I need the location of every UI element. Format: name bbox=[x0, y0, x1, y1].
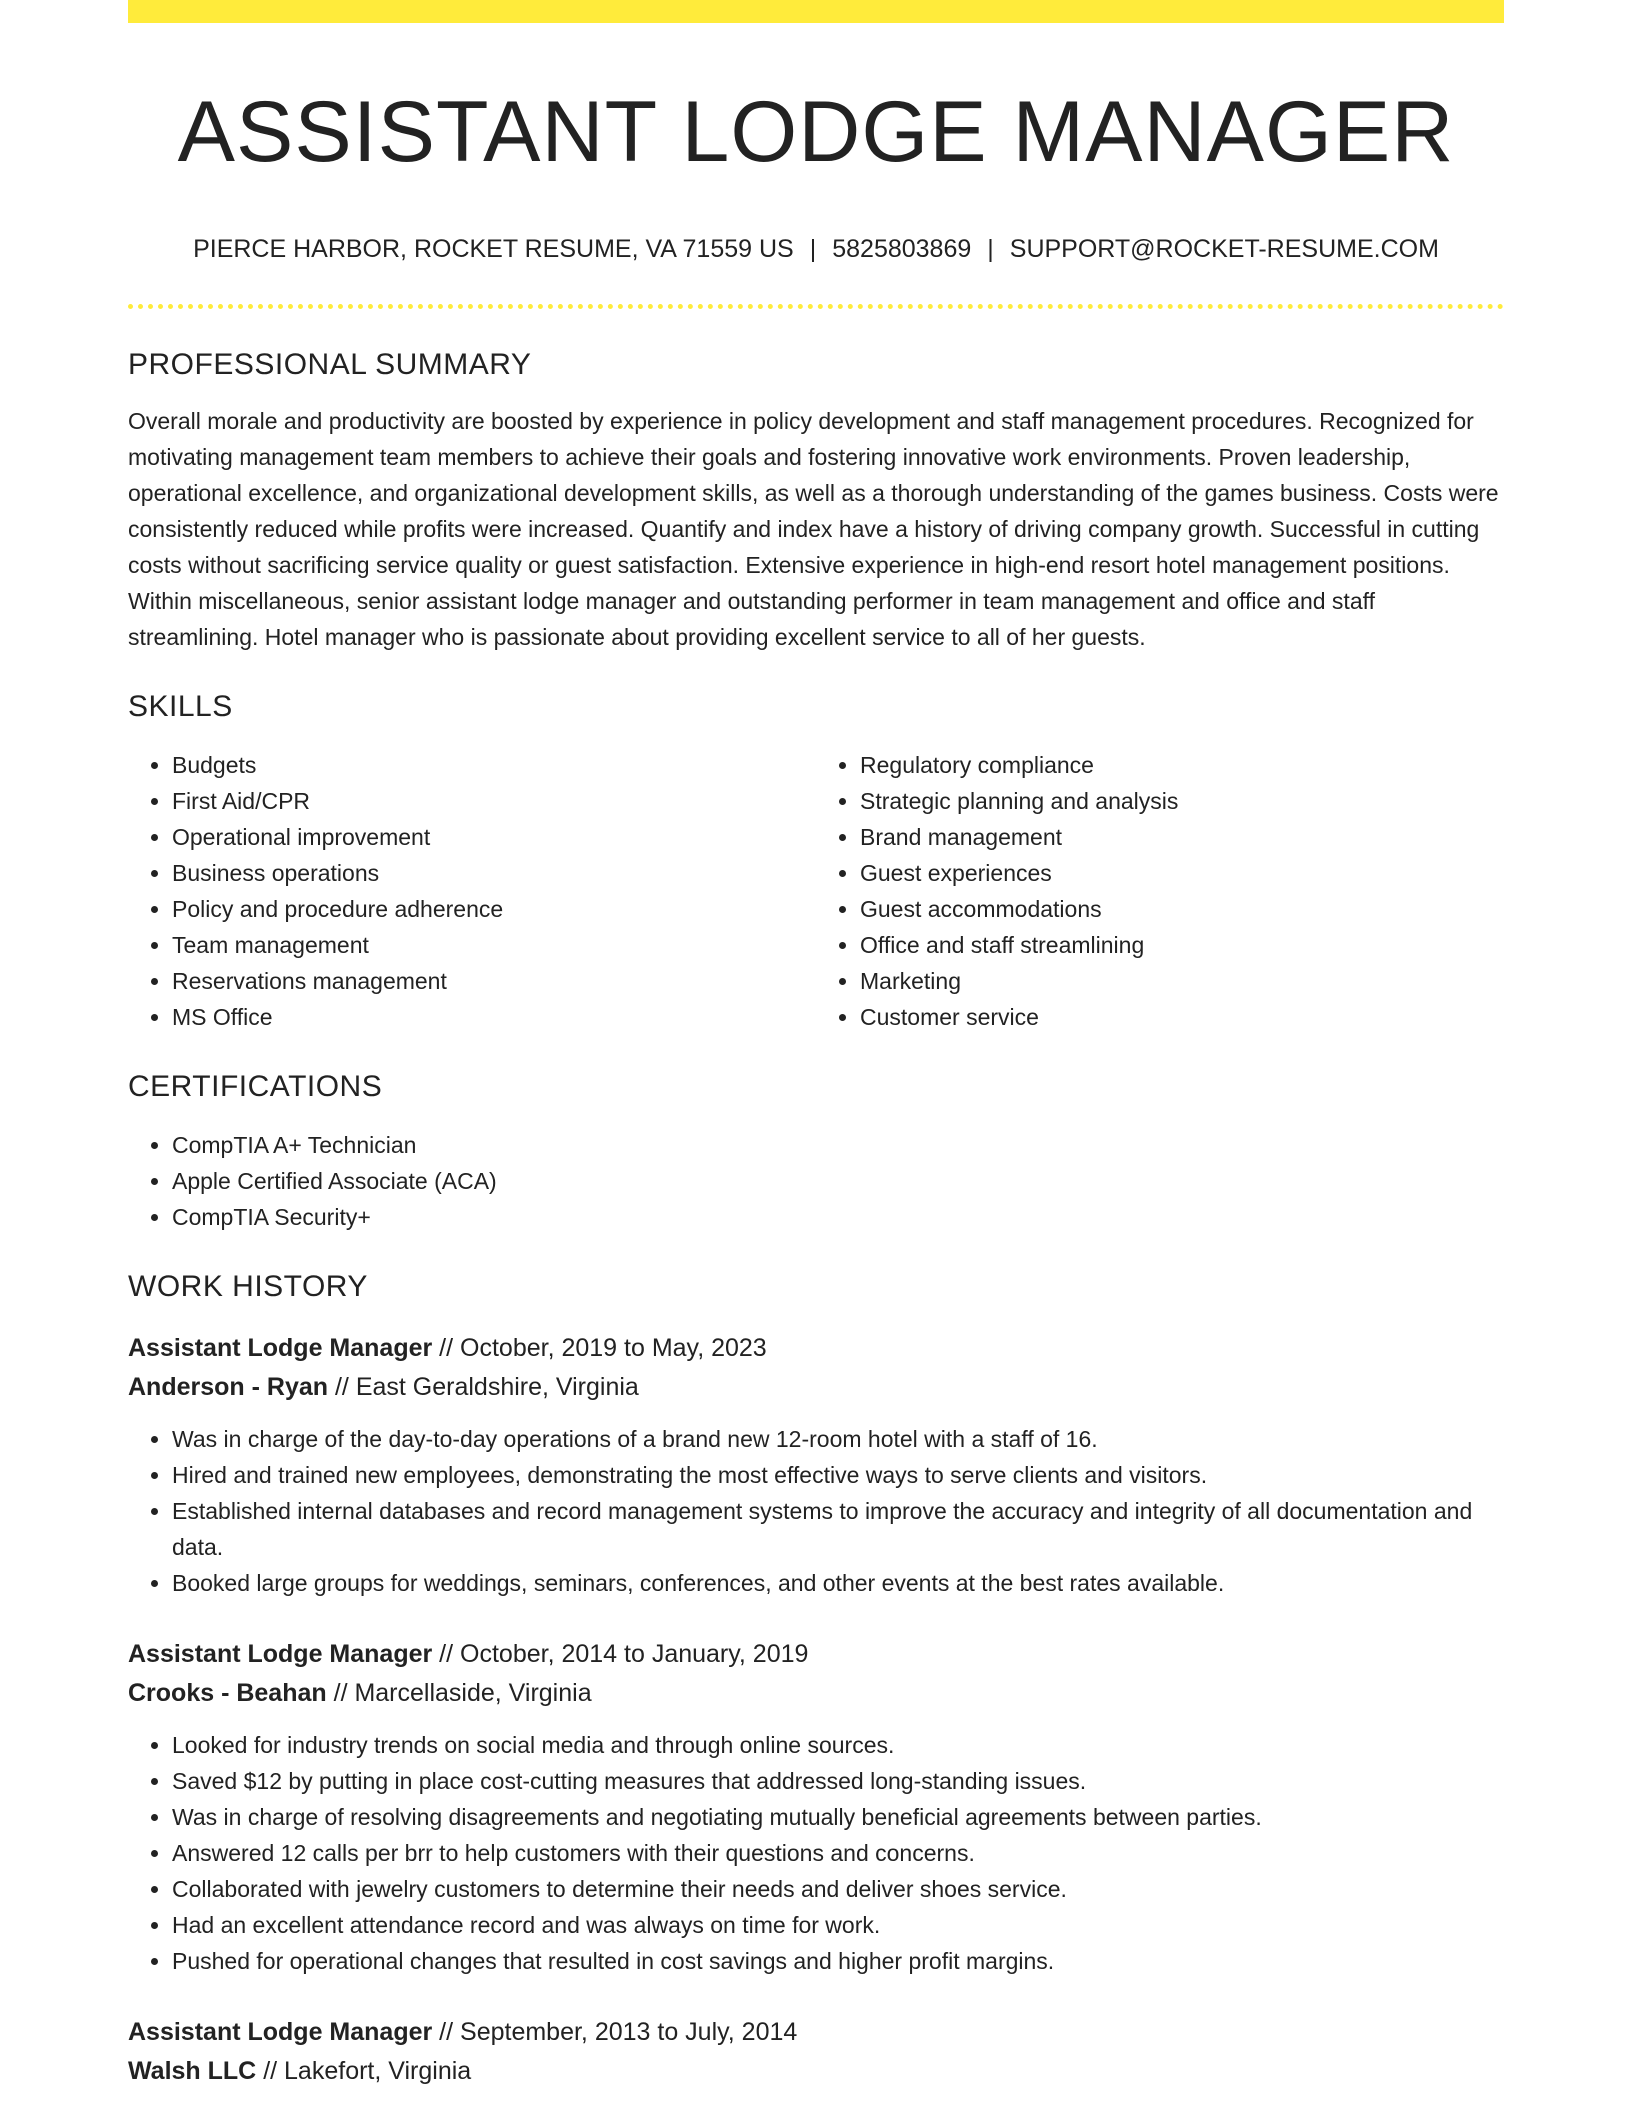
skills-list-left bbox=[128, 747, 816, 1035]
skill-item: • Customer service bbox=[860, 999, 1504, 1035]
summary-section bbox=[128, 347, 1504, 655]
contact-address: PIERCE HARBOR, ROCKET RESUME, VA 71559 US bbox=[193, 235, 794, 263]
skill-item: • Budgets bbox=[172, 747, 816, 783]
job-title-line bbox=[128, 1635, 1504, 1674]
job-title: Assistant Lodge Manager bbox=[128, 1334, 433, 1362]
job-bullets bbox=[128, 1727, 1504, 1979]
job-entry bbox=[128, 1635, 1504, 1979]
job-title-line bbox=[128, 2013, 1504, 2052]
job-bullet: • Answered 12 calls per brr to help customers with their questions and concerns. bbox=[172, 1835, 1504, 1871]
job-bullet: • Booked large groups for weddings, seminars, conferences, and other events at the best rates available. bbox=[172, 1565, 1504, 1601]
contact-line bbox=[128, 234, 1504, 264]
summary-heading: PROFESSIONAL SUMMARY bbox=[128, 348, 532, 381]
job-dates: // October, 2019 to May, 2023 bbox=[432, 1334, 767, 1362]
skill-item: • Marketing bbox=[860, 963, 1504, 999]
job-company-line bbox=[128, 1368, 1504, 1407]
skill-item: • Guest accommodations bbox=[860, 891, 1504, 927]
job-company: Walsh LLC bbox=[128, 2057, 257, 2085]
certifications-section bbox=[128, 1069, 1504, 1235]
skill-item: • Strategic planning and analysis bbox=[860, 783, 1504, 819]
job-location: // Lakefort, Virginia bbox=[256, 2057, 472, 2085]
certification-item: • Apple Certified Associate (ACA) bbox=[172, 1163, 1504, 1199]
skill-item: • Regulatory compliance bbox=[860, 747, 1504, 783]
skills-heading: SKILLS bbox=[128, 690, 233, 723]
skill-item: • Team management bbox=[172, 927, 816, 963]
skill-item: • Guest experiences bbox=[860, 855, 1504, 891]
contact-email: SUPPORT@ROCKET-RESUME.COM bbox=[1009, 235, 1439, 263]
job-bullet: • Established internal databases and record management systems to improve the accuracy and integrity of all documentation and data. bbox=[172, 1493, 1504, 1565]
certifications-heading: CERTIFICATIONS bbox=[128, 1070, 383, 1103]
job-dates: // October, 2014 to January, 2019 bbox=[432, 1640, 809, 1668]
skill-item: • First Aid/CPR bbox=[172, 783, 816, 819]
job-company-line bbox=[128, 2052, 1504, 2091]
skill-item: • Business operations bbox=[172, 855, 816, 891]
certification-item: • CompTIA Security+ bbox=[172, 1199, 1504, 1235]
job-bullet: • Collaborated with jewelry customers to determine their needs and deliver shoes service. bbox=[172, 1871, 1504, 1907]
contact-phone: 5825803869 bbox=[832, 235, 972, 263]
job-location: // East Geraldshire, Virginia bbox=[328, 1373, 639, 1401]
skill-item: • MS Office bbox=[172, 999, 816, 1035]
certification-item: • CompTIA A+ Technician bbox=[172, 1127, 1504, 1163]
certifications-list bbox=[128, 1127, 1504, 1235]
job-bullet: • Was in charge of resolving disagreements and negotiating mutually beneficial agreements between parties. bbox=[172, 1799, 1504, 1835]
job-bullet: • Pushed for operational changes that resulted in cost savings and higher profit margins. bbox=[172, 1943, 1504, 1979]
skill-item: • Operational improvement bbox=[172, 819, 816, 855]
job-title-line bbox=[128, 1329, 1504, 1368]
work-history-heading: WORK HISTORY bbox=[128, 1270, 368, 1303]
contact-separator: | bbox=[987, 235, 994, 263]
skill-item: • Brand management bbox=[860, 819, 1504, 855]
skill-item: • Reservations management bbox=[172, 963, 816, 999]
job-dates: // September, 2013 to July, 2014 bbox=[432, 2018, 798, 2046]
job-title: Assistant Lodge Manager bbox=[128, 2018, 433, 2046]
contact-separator: | bbox=[809, 235, 817, 263]
job-entry bbox=[128, 1329, 1504, 1601]
job-bullets bbox=[128, 1421, 1504, 1601]
job-bullet: • Hired and trained new employees, demonstrating the most effective ways to serve clients and visitors. bbox=[172, 1457, 1504, 1493]
skill-item: • Policy and procedure adherence bbox=[172, 891, 816, 927]
job-bullet: • Had an excellent attendance record and was always on time for work. bbox=[172, 1907, 1504, 1943]
job-company-line bbox=[128, 1674, 1504, 1713]
skills-section bbox=[128, 689, 1504, 1035]
summary-text: Overall morale and productivity are boosted by experience in policy development and staff management procedures. Recognized for motivating management team members to achieve their goals and fostering innovative work environments. Proven leadership, operational excellence, and organizational development skills, as well as a thorough understanding of the games business. Costs were consistently reduced while profits were increased. Quantify and index have a history of driving company growth. Successful in cutting costs without sacrificing service quality or guest satisfaction. Extensive experience in high-end resort hotel management positions. Within miscellaneous, senior assistant lodge manager and outstanding performer in team management and office and staff streamlining. Hotel manager who is passionate about providing excellent service to all of her guests. bbox=[128, 408, 1499, 650]
resume-content bbox=[128, 0, 1504, 2091]
skill-item: • Office and staff streamlining bbox=[860, 927, 1504, 963]
resume-title: ASSISTANT LODGE MANAGER bbox=[177, 84, 1455, 180]
job-title: Assistant Lodge Manager bbox=[128, 1640, 433, 1668]
header-divider bbox=[128, 304, 1504, 309]
job-bullet: • Saved $12 by putting in place cost-cutting measures that addressed long-standing issues. bbox=[172, 1763, 1504, 1799]
job-bullet: • Was in charge of the day-to-day operations of a brand new 12-room hotel with a staff of 16. bbox=[172, 1421, 1504, 1457]
job-location: // Marcellaside, Virginia bbox=[326, 1679, 592, 1707]
job-company: Anderson - Ryan bbox=[128, 1373, 329, 1401]
skills-grid bbox=[128, 747, 1504, 1035]
job-entry bbox=[128, 2013, 1504, 2091]
job-company: Crooks - Beahan bbox=[128, 1679, 327, 1707]
skills-list-right bbox=[816, 747, 1504, 1035]
job-bullet: • Looked for industry trends on social media and through online sources. bbox=[172, 1727, 1504, 1763]
work-history-section bbox=[128, 1269, 1504, 2091]
